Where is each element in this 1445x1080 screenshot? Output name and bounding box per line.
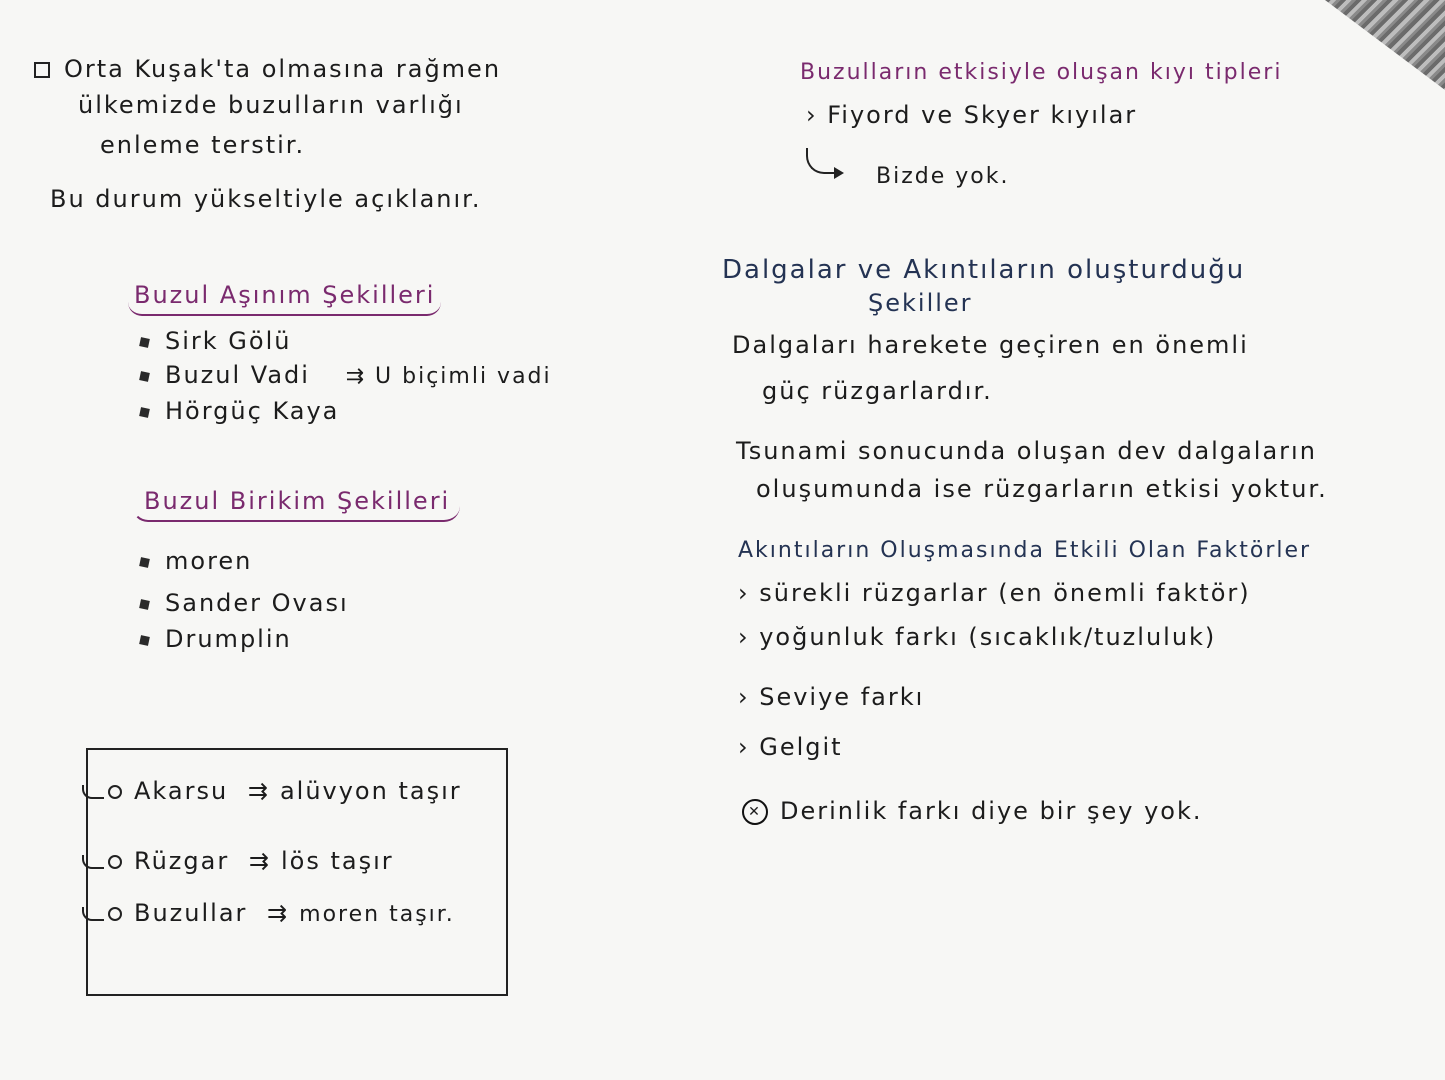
square-bullet-icon xyxy=(139,635,150,646)
currents-note: ✕ Derinlik farkı diye bir şey yok. xyxy=(742,798,1203,826)
circled-x-icon: ✕ xyxy=(742,799,768,825)
waves-p1-line-2: güç rüzgarlardır. xyxy=(762,377,993,405)
coast-item: › Fiyord ve Skyer kıyılar xyxy=(806,101,1138,129)
fabric-corner xyxy=(1325,0,1445,90)
intro-line-1: Orta Kuşak'ta olmasına rağmen xyxy=(34,56,501,84)
hook-arrow-icon xyxy=(82,855,104,869)
waves-p1-line-1: Dalgaları harekete geçiren en önemli xyxy=(732,331,1249,359)
square-bullet-icon xyxy=(139,557,150,568)
erosion-heading: Buzul Aşınım Şekilleri xyxy=(128,282,441,316)
erosion-item-1: Sirk Gölü xyxy=(140,328,291,356)
transport-row-1: Akarsu ⇉ alüvyon taşır xyxy=(82,778,462,806)
waves-p2-line-2: oluşumunda ise rüzgarların etkisi yoktur. xyxy=(756,475,1328,503)
curved-arrow-icon xyxy=(806,148,834,174)
checkbox-bullet-icon xyxy=(34,62,50,78)
waves-p2-line-1: Tsunami sonucunda oluşan dev dalgaların xyxy=(736,437,1317,465)
currents-item-1: › sürekli rüzgarlar (en önemli faktör) xyxy=(738,579,1251,607)
erosion-item-2: Buzul Vadi ⇉ U biçimli vadi xyxy=(140,362,552,390)
deposition-item-3: Drumplin xyxy=(140,626,292,654)
transport-row-3: Buzullar ⇉ moren taşır. xyxy=(82,900,455,928)
hook-arrow-icon xyxy=(82,907,104,921)
erosion-item-2-note: ⇉ U biçimli vadi xyxy=(345,364,552,389)
square-bullet-icon xyxy=(139,599,150,610)
currents-item-4: › Gelgit xyxy=(738,733,843,761)
square-bullet-icon xyxy=(139,407,150,418)
waves-heading-line-2: Şekiller xyxy=(868,289,973,317)
coast-heading: Buzulların etkisiyle oluşan kıyı tipleri xyxy=(800,60,1283,85)
currents-item-3: › Seviye farkı xyxy=(738,683,925,711)
hook-arrow-icon xyxy=(82,785,104,799)
intro-line-3: enleme terstir. xyxy=(100,131,306,159)
currents-heading: Akıntıların Oluşmasında Etkili Olan Faktörler xyxy=(738,538,1312,563)
intro-line-4: Bu durum yükseltiyle açıklanır. xyxy=(50,185,482,213)
transport-row-2: Rüzgar ⇉ lös taşır xyxy=(82,848,394,876)
ring-bullet-icon xyxy=(108,907,122,921)
ring-bullet-icon xyxy=(108,855,122,869)
ring-bullet-icon xyxy=(108,785,122,799)
square-bullet-icon xyxy=(139,371,150,382)
erosion-item-3: Hörgüç Kaya xyxy=(140,398,339,426)
deposition-item-2: Sander Ovası xyxy=(140,590,349,618)
square-bullet-icon xyxy=(139,337,150,348)
waves-heading-line-1: Dalgalar ve Akıntıların oluşturduğu xyxy=(722,255,1246,285)
coast-note: Bizde yok. xyxy=(876,164,1010,189)
deposition-item-1: moren xyxy=(140,548,252,576)
currents-item-2: › yoğunluk farkı (sıcaklık/tuzluluk) xyxy=(738,623,1217,651)
deposition-heading: Buzul Birikim Şekilleri xyxy=(132,488,460,522)
intro-line-2: ülkemizde buzulların varlığı xyxy=(78,91,464,119)
